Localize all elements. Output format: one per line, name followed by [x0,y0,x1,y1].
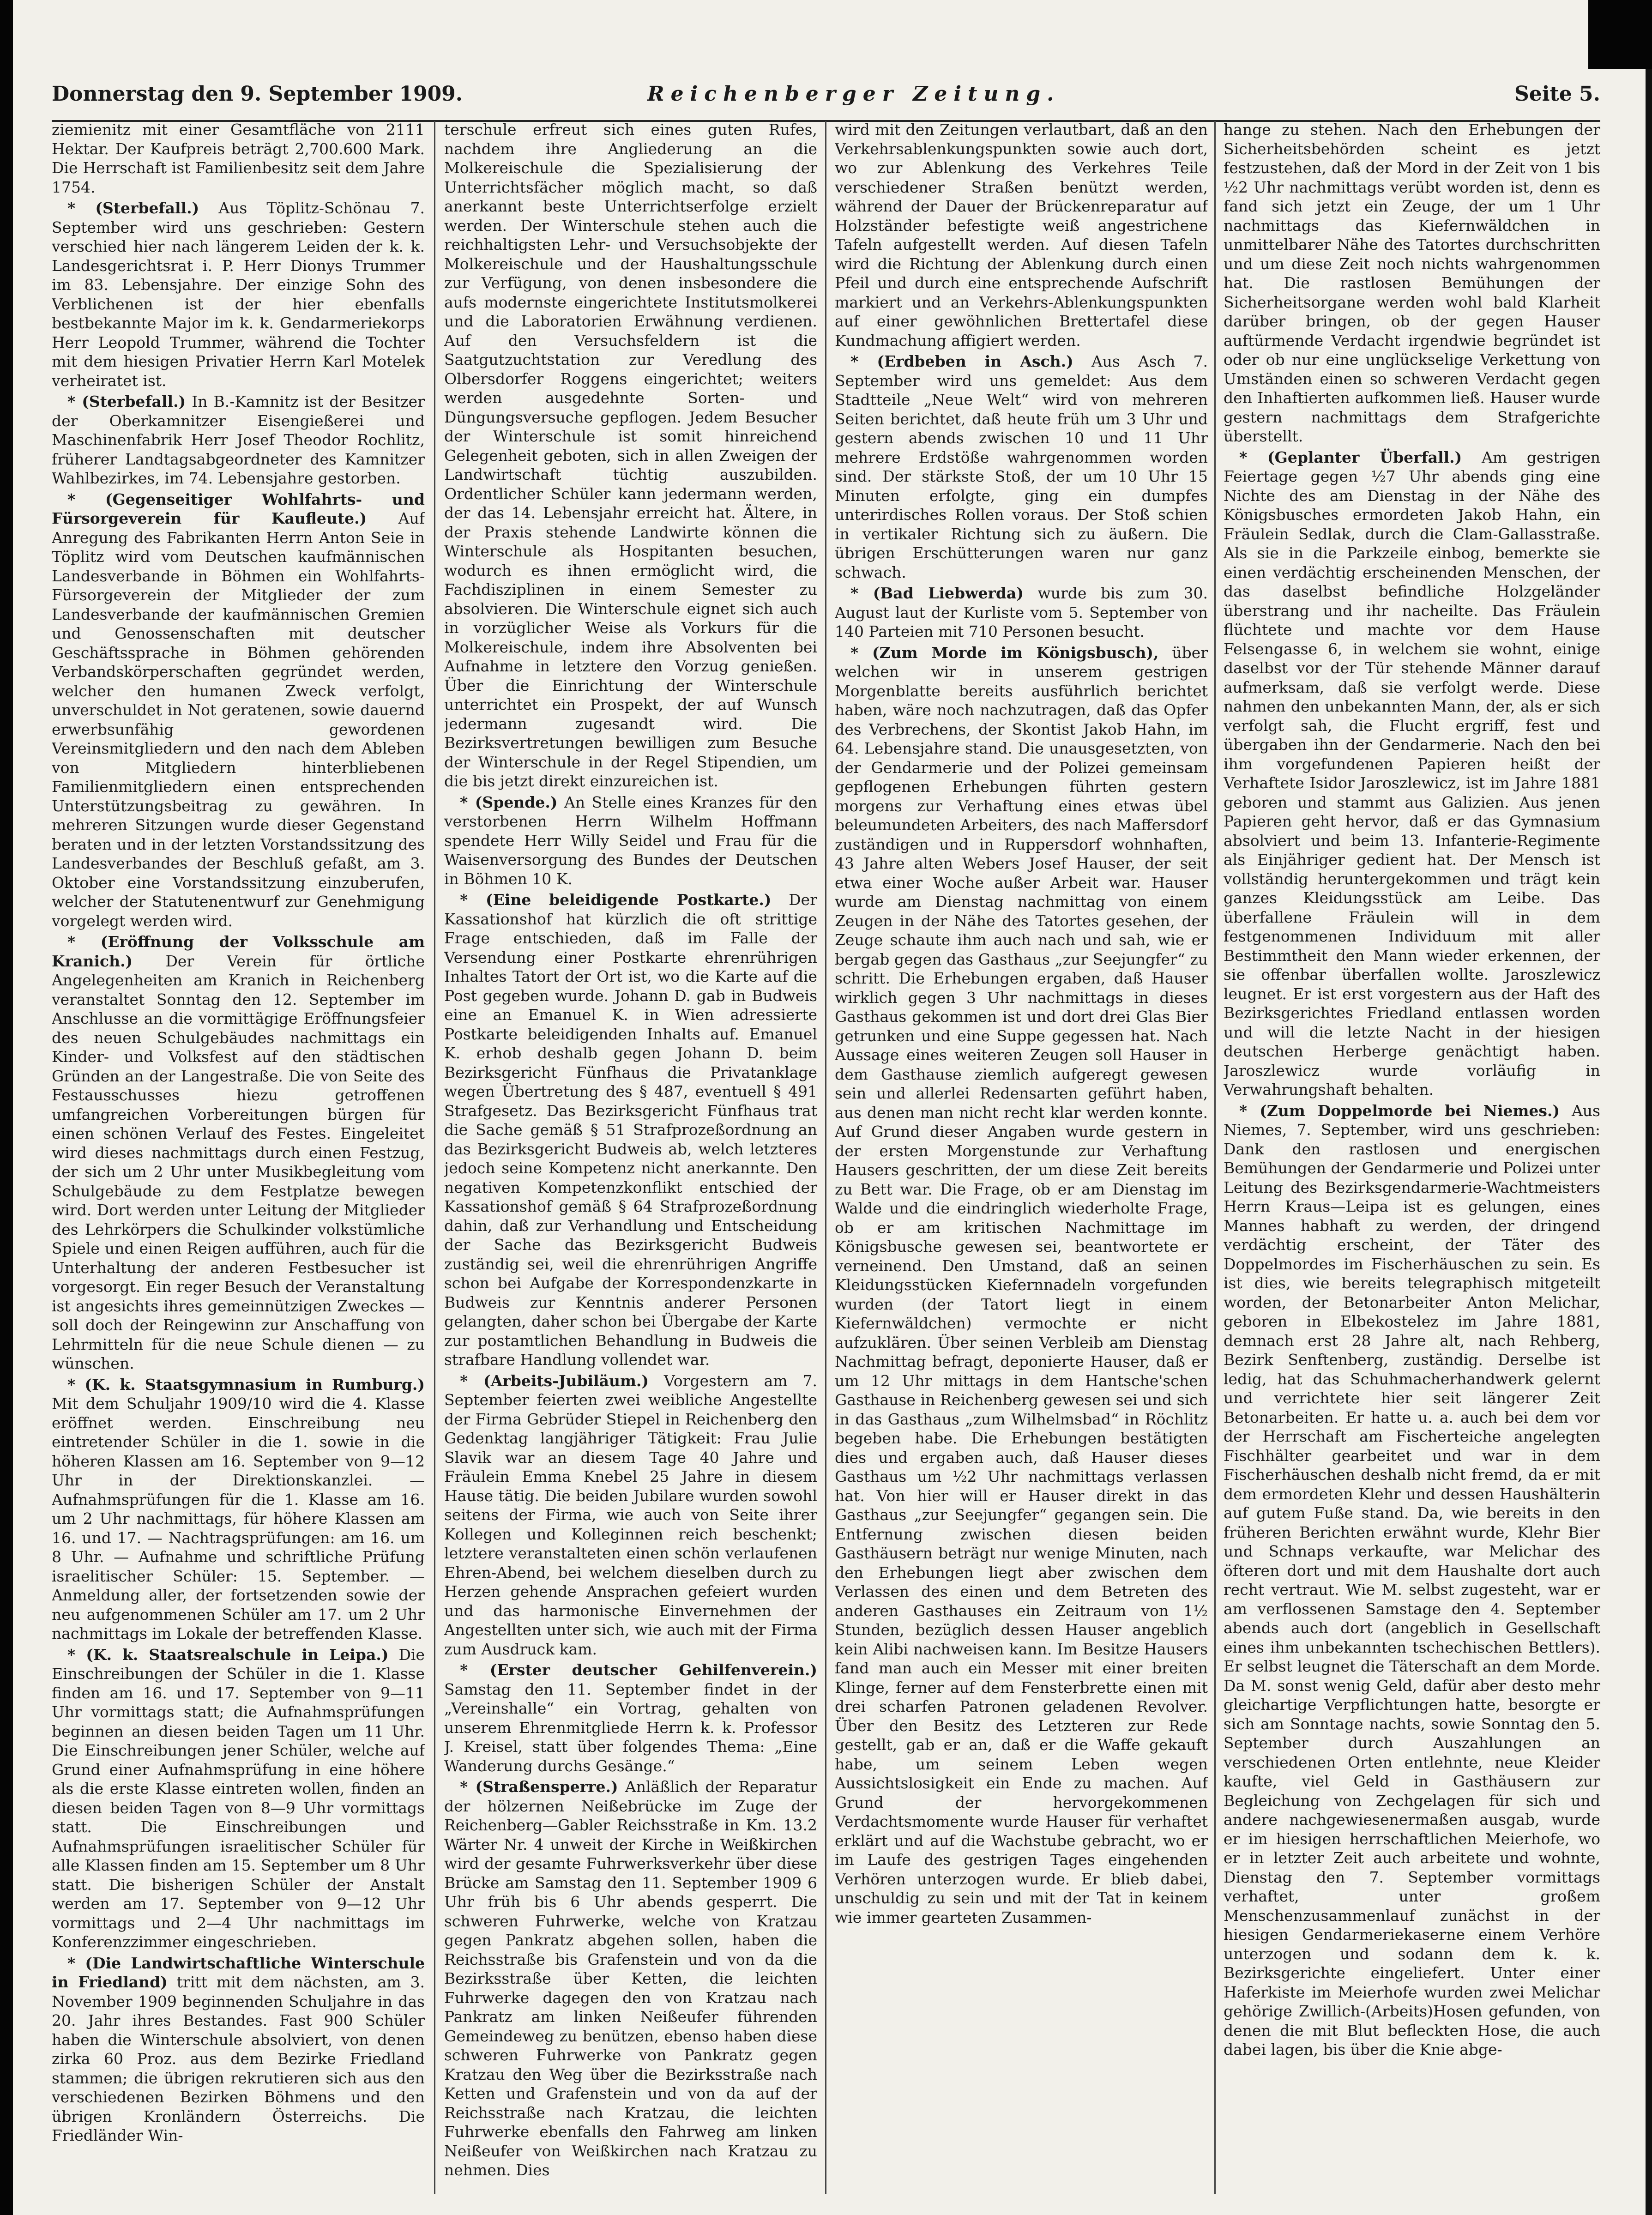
column-rule [1214,121,1216,2194]
article-heading: * (Die Landwirtschaftliche Winterschule in Friedland) [52,1954,425,1991]
article-heading: * (Erdbeben in Asch.) [850,352,1073,370]
article [1224,120,1600,446]
article-heading: * (Bad Liebwerda) [850,584,1024,602]
article-body: Vorgestern am 7. September feierten zwei weibliche Angestellte der Firma Gebrüder Stiepel in Reichenberg den Gedenktag langjähriger Tätigkeit: Frau Julie Slavik war an diesem Tage 40 Jahre und Fräulein Emma Knebel 25 Jahre in diesem Hause tätig. Die beiden Jubilare wurden sowohl seitens der Firma, wie auch von Seite ihrer Kollegen und Kolleginnen reich beschenkt; letztere veranstalteten einen schön verlaufenen Ehren-Abend, bei welchem dieselben durch zu Herzen gehende Ansprachen gefeiert wurden und das harmonische Einvernehmen der Angestellten unter sich, wie auch mit der Firma zum Ausdruck kam. [444,1371,817,1658]
column-rule [825,121,826,2194]
article [52,1954,425,2145]
article [1224,448,1600,1099]
article-heading: * (Eröffnung der Volksschule am Kranich.) [52,933,425,970]
article-body: wurde bis zum 30. August laut der Kurliste vom 5. September von 140 Parteien mit 710 Personen besucht. [835,584,1208,640]
article [52,392,425,488]
article-heading: * (Arbeits-Jubiläum.) [460,1371,649,1390]
article-heading: * (Straßensperre.) [460,1778,618,1796]
article-body: In B.-Kamnitz ist der Besitzer der Oberkamnitzer Eisengießerei und Maschinenfabrik Herr Josef Theodor Rochlitz, früherer Landtagsabgeordneter des Kamnitzer Wahlbezirkes, im 74. Lebensjahre gestorben. [52,392,425,487]
article-body: Am gestrigen Feiertage gegen ½7 Uhr abends ging eine Nichte des am Dienstag in der Nähe des Königsbusches ermordeten Jakob Hahn, ein Fräulein Sedlak, durch die Clam-Gallasstraße. Als sie in die Parkzeile einbog, bemerkte sie einen verdächtig erscheinenden Menschen, der das daselbst befindliche Holzgeländer überstrang und ihr nacheilte. Das Fräulein flüchtete und machte vor dem Hause Felsengasse 6, in welchem sie wohnt, einige daselbst vor der Tür stehende Männer darauf aufmerksam, daß sie verfolgt werde. Diese nahmen den unbekannten Mann, der, als er sich verfolgt sah, die Flucht ergriff, fest und übergaben ihn der Gendarmerie. Nach den bei ihm vorgefundenen Papieren heißt der Verhaftete Isidor Jaroszlewicz, ist im Jahre 1881 geboren und stammt aus Galizien. Aus jenen Papieren geht hervor, daß er das Gymnasium absolviert und beim 13. Infanterie-Regimente als Einjähriger gedient hat. Der Mensch ist vollständig heruntergekommen und trägt kein ganzes Kleidungsstück am Leibe. Das überfallene Fräulein will in dem festgenommenen Individuum mit aller Bestimmtheit den Mann wieder erkennen, der sie offenbar überfallen wollte. Jaroszlewicz leugnet. Er ist erst vorgestern aus der Haft des Bezirksgerichtes Friedland entlassen worden und will die letzte Nacht in der hiesigen deutschen Herberge genächtigt haben. Jaroszlewicz wurde vorläufig in Verwahrungshaft behalten. [1224,448,1600,1098]
article-body: tritt mit dem nächsten, am 3. November 1909 beginnenden Schuljahre in das 20. Jahr ihres Bestandes. Fast 900 Schüler haben die Winterschule absolviert, von denen zirka 60 Proz. aus dem Bezirke Friedland stammen; die übrigen rekrutieren sich aus den verschiedenen Bezirken Böhmens und den übrigen Kronländern Österreichs. Die Friedländer Win- [52,1973,425,2144]
article-heading: * (K. k. Staatsgymnasium in Rumburg.) [67,1375,425,1394]
date-line: Donnerstag den 9. September 1909. [52,82,463,106]
article-body: Samstag den 11. September findet in der „Vereinshalle“ ein Vortrag, gehalten von unserem Ehrenmitgliede Herrn k. k. Professor J. Kreisel, statt über folgendes Thema: „Eine Wanderung durchs Gesänge.“ [444,1680,817,1775]
article [52,932,425,1373]
article-body: ziemienitz mit einer Gesamtfläche von 2111 Hektar. Der Kaufpreis beträgt 2,700.600 Mark. Die Herrschaft ist Familienbesitz seit dem Jahre 1754. [52,121,425,196]
article-body: Der Verein für örtliche Angelegenheiten am Kranich in Reichenberg veranstaltet Sonntag den 12. September im Anschlusse an die vormittägige Eröffnungsfeier des neuen Schulgebäudes nachmittags ein Kinder- und Volksfest auf den städtischen Gründen an der Langestraße. Die von Seite des Festausschusses hiezu getroffenen umfangreichen Vorbereitungen bürgen für einen schönen Verlauf des Festes. Eingeleitet wird dieses nachmittags durch einen Festzug, der sich um 2 Uhr unter Musikbegleitung vom Schulgebäude zu dem Festplatze bewegen wird. Dort werden unter Leitung der Mitglieder des Lehrkörpers die Schulkinder volkstümliche Spiele und einen Reigen aufführen, auch für die Unterhaltung der anderen Festbesucher ist vorgesorgt. Ein reger Besuch der Veranstaltung ist angesichts ihres gemeinnützigen Zweckes — soll doch der Reingewinn zur Anschaffung von Lehrmitteln für die neue Schule dienen — zu wünschen. [52,952,425,1372]
article [52,490,425,931]
article-body: Aus Asch 7. September wird uns gemeldet: Aus dem Stadtteile „Neue Welt“ wird von mehreren Seiten berichtet, daß heute früh um 3 Uhr und gestern abends zwischen 10 und 11 Uhr mehrere Erdstöße wahrgenommen worden sind. Der stärkste Stoß, der um 10 Uhr 15 Minuten erfolgte, ging ein dumpfes unterirdisches Rollen voraus. Der Stoß schien in vertikaler Richtung sich zu äußern. Die übrigen Erschütterungen waren nur ganz schwach. [835,352,1208,581]
article-body: Aus Niemes, 7. September, wird uns geschrieben: Dank den rastlosen und energischen Bemühungen der Gendarmerie und Polizei unter Leitung des Bezirksgendarmerie-Wachtmeisters Herrn Kraus—Leipa ist es gelungen, eines Mannes habhaft zu werden, der dringend verdächtig erscheint, der Täter des Doppelmordes im Fischerhäuschen zu sein. Es ist dies, wie bereits telegraphisch mitgeteilt worden, der Betonarbeiter Anton Melichar, geboren in Elbekostelez im Jahre 1881, demnach erst 28 Jahre alt, nach Rehberg, Bezirk Senftenberg, zuständig. Derselbe ist ledig, hat das Schuhmacherhandwerk gelernt und verrichtete hier seit längerer Zeit Betonarbeiten. Er hatte u. a. auch bei dem vor der Herrschaft am Fischerteiche angelegten Fischhälter gearbeitet und war in dem Fischerhäuschen deshalb nicht fremd, da er mit dem ermordeten Klehr und dessen Haushälterin auf gutem Fuße stand. Da, wie bereits in den früheren Berichten erwähnt wurde, Klehr Bier und Schnaps verkaufte, war Melichar des öfteren dort und mit dem Haushalte dort auch recht vertraut. Wie M. selbst zugesteht, war er am verflossenen Samstage den 4. September abends auch dort (angeblich in Gesellschaft eines ihm unbekannten tschechischen Bettlers). Er selbst leugnet die Täterschaft an dem Morde. Da M. sonst wenig Geld, dafür aber desto mehr gleichartige Verpflichtungen hatte, besorgte er sich am Sonntage nachts, sowie Sonntag den 5. September durch Auszahlungen an verschiedenen Orten entlehnte, neue Kleider kaufte, viel Geld in Gasthäusern zur Begleichung von Zechgelagen für sich und andere nachgewiesenermaßen ausgab, wurde er im hiesigen herrschaftlichen Meierhofe, wo er in letzter Zeit auch arbeitete und wohnte, Dienstag den 7. September vormittags verhaftet, unter großem Menschenzusammenlauf zunächst in der hiesigen Gendarmeriekaserne einem Verhöre unterzogen und sodann dem k. k. Bezirksgerichte eingeliefert. Unter einer Haferkiste im Meierhofe wurden zwei Melichar gehörige Zwillich-(Arbeits)Hosen gefunden, von denen die mit Blut befleckten Hose, die auch dabei lagen, bis über die Knie abge- [1224,1101,1600,2058]
column-3 [835,120,1208,2198]
article-heading: * (Sterbefall.) [67,199,199,217]
article [1224,1101,1600,2059]
article [444,1371,817,1659]
article-heading: * (Gegenseitiger Wohlfahrts- und Fürsorgeverein für Kaufleute.) [52,490,425,527]
article-body: terschule erfreut sich eines guten Rufes, nachdem ihre Angliederung an die Molkereischule die Spezialisierung der Unterrichtsfächer möglich macht, so daß anerkannt beste Unterrichtserfolge erzielt werden. Der Winterschule stehen auch die reichhaltigsten Lehr- und Versuchsobjekte der Molkereischule und der Haushaltungsschule zur Verfügung, von denen insbesondere die aufs modernste eingerichtete Institutsmolkerei und die Laboratorien Erwähnung verdienen. Auf den Versuchsfeldern ist die Saatgutzuchtstation zur Veredlung des Olbersdorfer Roggens eingerichtet; weiters werden ausgedehnte Sorten- und Düngungsversuche gepflogen. Jedem Besucher der Winterschule ist somit hinreichend Gelegenheit geboten, sich in allen Zweigen der Landwirtschaft tüchtig auszubilden. Ordentlicher Schüler kann jedermann werden, der das 14. Lebensjahr erreicht hat. Ältere, in der Praxis stehende Landwirte können die Winterschule als Hospitanten besuchen, wodurch es ihnen ermöglicht wird, die Fachdisziplinen in einem Semester zu absolvieren. Die Winterschule eignet sich auch in vorzüglicher Weise als Vorkurs für die Molkereischule, indem ihre Absolventen bei Aufnahme in letztere den Vorzug genießen. Über die Einrichtung der Winterschule unterrichtet ein Prospekt, der auf Wunsch jedermann zugesandt wird. Die Bezirksvertretungen bewilligen zum Besuche der Winterschule in der Regel Stipendien, um die bis jetzt direkt einzureichen ist. [444,121,817,790]
article-body: Der Kassationshof hat kürzlich die oft strittige Frage entschieden, daß im Falle der Versendung einer Postkarte ehrenrührigen Inhaltes Tatort der Ort ist, wo die Karte auf die Post gegeben wurde. Johann D. gab in Budweis eine an Emanuel K. in Wien adressierte Postkarte beleidigenden Inhalts auf. Emanuel K. erhob deshalb gegen Johann D. beim Bezirksgericht Fünfhaus die Privatanklage wegen Übertretung des § 487, eventuell § 491 Strafgesetz. Das Bezirksgericht Fünfhaus trat die Sache gemäß § 51 Strafprozeßordnung an das Bezirksgericht Budweis ab, welch letzteres jedoch seine Kompetenz nicht anerkannte. Den negativen Kompetenzkonflikt entschied der Kassationshof gemäß § 64 Strafprozeßordnung dahin, daß zur Verhandlung und Entscheidung der Sache das Bezirksgericht Budweis zuständig sei, weil die ehrenrührigen Angriffe schon bei Aufgabe der Korrespondenzkarte in Budweis zur Kenntnis anderer Personen gelangten, daher schon bei Übergabe der Karte zur postamtlichen Behandlung in Budweis die strafbare Handlung vollendet war. [444,891,817,1369]
article-heading: * (Zum Morde im Königsbusch), [850,643,1159,662]
article-heading: * (Zum Doppelmorde bei Niemes.) [1239,1101,1560,1120]
article-heading: * (Sterbefall.) [67,392,186,410]
article [52,1375,425,1643]
article-heading: * (Geplanter Überfall.) [1239,448,1462,466]
column-rule [434,121,435,2194]
column-2 [444,120,817,2198]
article [52,120,425,197]
article [444,120,817,791]
article-body: Auf Anregung des Fabrikanten Herrn Anton Seie in Töplitz wird vom Deutschen kaufmännischen Landesverbande in Böhmen ein Wohlfahrts-Fürsorgeverein der Mitglieder der zum Landesverbande der kaufmännischen Gremien und Genossenschaften mit deutscher Geschäftssprache in Böhmen gehörenden Verbandskörperschaften gegründet werden, welcher den humanen Zweck verfolgt, unverschuldet in Not geratenen, sowie dauernd erwerbsunfähig gewordenen Vereinsmitgliedern und den nach dem Ableben von Mitgliedern hinterbliebenen Familienmitgliedern einen entsprechenden Unterstützungsbeitrag zu gewähren. In mehreren Sitzungen wurde dieser Gegenstand beraten und in der letzten Vorstandssitzung des Landesverbandes der Beschluß gefaßt, am 3. Oktober eine Vorstandssitzung einzuberufen, welcher der Statutenentwurf zur Genehmigung vorgelegt werden wird. [52,509,425,930]
article [444,1777,817,2180]
masthead [52,69,1600,122]
scan-border-top-right [1588,0,1652,69]
newspaper-title: Reichenberger Zeitung. [647,82,1061,106]
article [52,1645,425,1952]
article-body: Mit dem Schuljahr 1909/10 wird die 4. Klasse eröffnet werden. Einschreibung neu eintretender Schüler in die 1. sowie in die höheren Klassen am 16. September von 9—12 Uhr in der Direktionskanzlei. — Aufnahmsprüfungen für die 1. Klasse am 16. um 2 Uhr nachmittags, für höhere Klassen am 16. und 17. — Nachtragsprüfungen: am 16. um 8 Uhr. — Aufnahme und schriftliche Prüfung israelitischer Schüler: 15. September. — Anmeldung aller, der fortsetzenden sowie der neu aufgenommenen Schüler am 17. um 2 Uhr nachmittags im Lokale der betreffenden Klasse. [52,1394,425,1642]
article [835,584,1208,641]
article [52,199,425,390]
article-heading: * (Erster deutscher Gehilfenverein.) [460,1661,817,1679]
article-heading: * (Eine beleidigende Postkarte.) [460,891,772,909]
article [835,352,1208,582]
article-body: hange zu stehen. Nach den Erhebungen der Sicherheitsbehörden scheint es jetzt festzustehen, daß der Mord in der Zeit von 1 bis ½2 Uhr nachmittags verübt worden ist, denn es fand sich jetzt ein Zeuge, der um 1 Uhr nachmittags das Kiefernwäldchen in unmittelbarer Nähe des Tatortes durchschritten und um diese Zeit noch nichts wahrgenommen hat. Die rastlosen Bemühungen der Sicherheitsorgane werden wohl bald Klarheit darüber bringen, ob der gegen Hauser auftürmende Verdacht irgendwie begründet ist oder ob nur eine unglückselige Verkettung von Umständen einen so schweren Verdacht gegen den Inhaftierten aufkommen ließ. Hauser wurde gestern nachmittags dem Strafgerichte überstellt. [1224,121,1600,445]
article [835,643,1208,1927]
article-body: über welchen wir in unserem gestrigen Morgenblatte bereits ausführlich berichtet haben, wäre noch nachzutragen, daß das Opfer des Verbrechens, der Skontist Jakob Hahn, im 64. Lebensjahre stand. Die unausgesetzten, von der Gendarmerie und der Polizei gemeinsam gepflogenen Erhebungen führten gestern morgens zur Verhaftung eines etwas übel beleumundeten Arbeiters, des nach Maffersdorf zuständigen und in Ruppersdorf wohnhaften, 43 Jahre alten Webers Josef Hauser, der seit etwa einer Woche außer Arbeit war. Hauser wurde am Dienstag nachmittag von einem Zeugen in der Nähe des Tatortes gesehen, der Zeuge schaute ihm auch nach und sah, wie er bergab gegen das Gasthaus „zur Seejungfer“ zu schritt. Die Erhebungen ergaben, daß Hauser wirklich gegen 3 Uhr nachmittags in dieses Gasthaus gekommen ist und dort drei Glas Bier getrunken und eine Suppe gegessen hat. Nach Aussage eines weiteren Zeugen soll Hauser in dem Gasthause ziemlich aufgeregt gewesen sein und allerlei Redensarten geführt haben, aus denen man nicht recht klar werden konnte. Auf Grund dieser Angaben wurde gestern in der ersten Morgenstunde zur Verhaftung Hausers geschritten, der um diese Zeit bereits zu Bett war. Die Frage, ob er am Dienstag im Walde und die eindringlich wiederholte Frage, ob er am kritischen Nachmittage im Königsbusche gewesen sei, beantwortete er verneinend. Den Umstand, daß an seinen Kleidungsstücken Kiefernnadeln vorgefunden wurden (der Tatort liegt in einem Kiefernwäldchen) vermochte er nicht aufzuklären. Über seinen Verbleib am Dienstag Nachmittag befragt, deponierte Hauser, daß er um 12 Uhr mittags in dem Hantsche'schen Gasthause in Reichenberg gewesen sei und sich in das Gasthaus „zum Wilhelmsbad“ in Röchlitz begeben habe. Die Erhebungen bestätigten dies und ergaben auch, daß Hauser dieses Gasthaus um ½2 Uhr nachmittags verlassen hat. Von hier will er Hauser direkt in das Gasthaus „zur Seejungfer“ gegangen sein. Die Entfernung zwischen diesen beiden Gasthäusern beträgt nur wenige Minuten, nach den Erhebungen liegt aber zwischen dem Verlassen des einen und dem Betreten des anderen Gasthauses ein Zeitraum von 1½ Stunden, bezüglich dessen Hauser angeblich kein Alibi nachweisen kann. Im Besitze Hausers fand man auch ein Messer mit einer breiten Klinge, ferner auf dem Fensterbrette einen mit drei scharfen Patronen geladenen Revolver. Über den Besitz des Letzteren zur Rede gestellt, gab er an, daß er die Waffe gekauft habe, um seinem Leben wegen Aussichtslosigkeit ein Ende zu machen. Auf Grund der hervorgekommenen Verdachtsmomente wurde Hauser für verhaftet erklärt und auf die Wachstube gebracht, wo er im Laufe des gestrigen Tages eingehenden Verhören unterzogen wurde. Er blieb dabei, unschuldig zu sein und mit der Tat in keinem wie immer gearteten Zusammen- [835,643,1208,1926]
page-number: Seite 5. [1514,82,1600,106]
article-heading: * (Spende.) [460,793,558,811]
article [835,120,1208,350]
article-body: wird mit den Zeitungen verlautbart, daß an den Verkehrsablenkungspunkten sowie auch dort, wo zur Ablenkung des Verkehres Teile verschiedener Straßen benützt werden, während der Dauer der Brückenreparatur auf Holzständer befestigte weiß angestrichene Tafeln aufgestellt werden. Auf diesen Tafeln wird die Richtung der Ablenkung durch einen Pfeil und durch eine entsprechende Aufschrift markiert und an Verkehrs-Ablenkungspunkten auf einer gewöhnlichen Brettertafel diese Kundmachung affigiert werden. [835,121,1208,350]
scan-border-left [0,0,13,2215]
column-1 [52,120,425,2198]
article [444,890,817,1370]
article-body: Aus Töplitz-Schönau 7. September wird uns geschrieben: Gestern verschied hier nach längerem Leiden der k. k. Landesgerichtsrat i. P. Herr Dionys Trummer im 83. Lebensjahre. Der einzige Sohn des Verblichenen ist der hier ebenfalls bestbekannte Major im k. k. Gendarmeriekorps Herr Leopold Trummer, während die Tochter mit dem hiesigen Privatier Herrn Karl Motelek verheiratet ist. [52,199,425,390]
article-body: Anläßlich der Reparatur der hölzernen Neißebrücke im Zuge der Reichenberg—Gabler Reichsstraße in Km. 13.2 Wärter Nr. 4 unweit der Kirche in Weißkirchen wird der gesamte Fuhrwerksverkehr über diese Brücke am Samstag den 11. September 1909 6 Uhr früh bis 6 Uhr abends gesperrt. Die schweren Fuhrwerke, welche von Kratzau gegen Pankratz abgehen sollen, haben die Reichsstraße bis Grafenstein und von da die Bezirksstraße über Ketten, die leichten Fuhrwerke dagegen den von Kratzau nach Pankratz am linken Neißeufer führenden Gemeindeweg zu benützen, ebenso haben diese schweren Fuhrwerke von Pankratz gegen Kratzau den Weg über die Bezirksstraße nach Ketten und Grafenstein und von da auf der Reichsstraße nach Kratzau, die leichten Fuhrwerke ebenfalls den Fahrweg am linken Neißeufer von Weißkirchen nach Kratzau zu nehmen. Dies [444,1778,817,2179]
article [444,1660,817,1775]
article-body: Die Einschreibungen der Schüler in die 1. Klasse finden am 16. und 17. September von 9—11 Uhr vormittags statt; die Aufnahmsprüfungen beginnen an diesen beiden Tagen um 11 Uhr. Die Einschreibungen jener Schüler, welche auf Grund einer Aufnahmsprüfung in eine höhere als die erste Klasse eintreten wollen, finden an diesen beiden Tagen von 8—9 Uhr vormittags statt. Die Einschreibungen und Aufnahmsprüfungen israelitischer Schüler für alle Klassen finden am 15. September um 8 Uhr statt. Die bisherigen Schüler der Anstalt werden am 17. September von 9—12 Uhr vormittags und 2—4 Uhr nachmittags im Konferenzzimmer eingeschrieben. [52,1645,425,1951]
article [444,793,817,889]
article-heading: * (K. k. Staatsrealschule in Leipa.) [67,1645,389,1664]
article-body: An Stelle eines Kranzes für den verstorbenen Herrn Wilhelm Hoffmann spendete Herr Willy Seidel und Frau für die Waisenversorgung des Bundes der Deutschen in Böhmen 10 K. [444,793,817,888]
column-4 [1224,120,1600,2198]
